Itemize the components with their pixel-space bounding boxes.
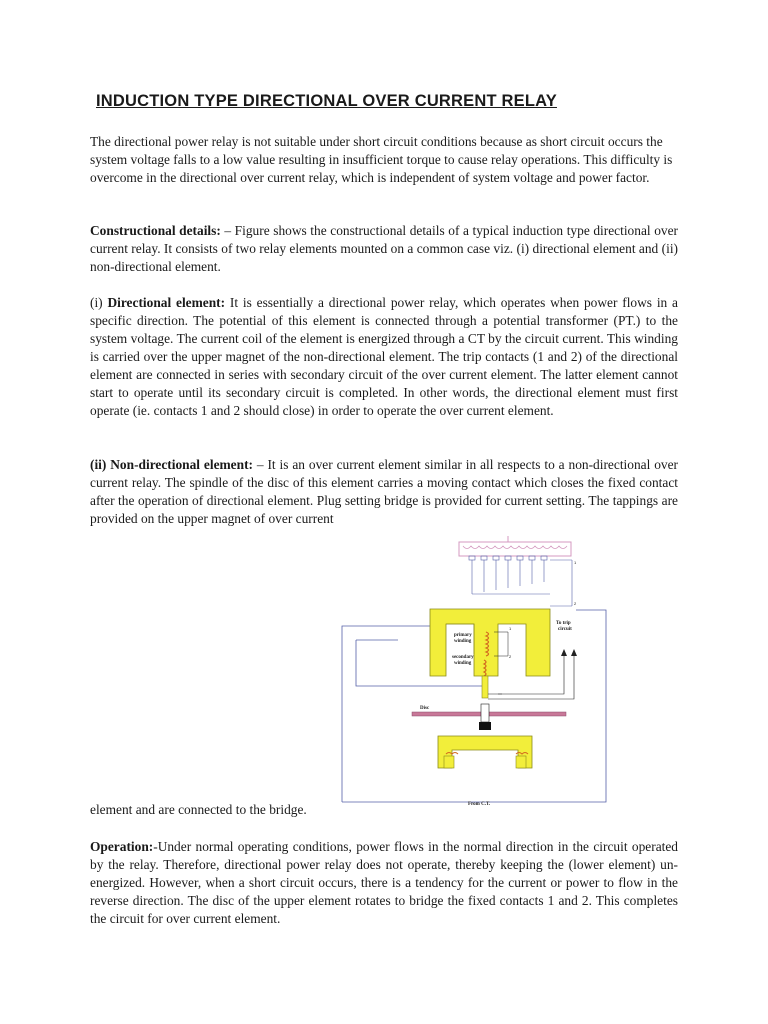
secondary-winding-label: winding [454, 661, 472, 666]
constructional-details-text: – Figure shows the constructional details of a typical induction type directional over current relay. It consists of two relay elements mounted on a common case viz. (i) directional element and (ii) non-directional element. [90, 223, 678, 274]
lower-magnet [438, 736, 532, 768]
trip-arrow-2 [571, 649, 577, 656]
plug-setting-bridge [459, 536, 577, 606]
non-directional-element-paragraph [90, 456, 678, 528]
upper-magnet [430, 609, 550, 676]
directional-element-paragraph [90, 294, 678, 420]
moving-contact [488, 694, 502, 699]
spindle-bearing [481, 704, 489, 722]
coil-tick-2: 2 [509, 654, 512, 659]
constructional-details-paragraph [90, 222, 678, 276]
from-ct-label: From C.T. [468, 802, 491, 807]
operation-heading: Operation: [90, 839, 154, 854]
spindle-upper [482, 676, 488, 698]
bridge-tick-1: 1 [574, 560, 577, 565]
relay-construction-figure [338, 536, 622, 812]
non-directional-element-heading: (ii) Non-directional element: [90, 457, 253, 472]
intro-paragraph: The directional power relay is not suitable under short circuit conditions because as short circuit occurs the system voltage falls to a low value resulting in insufficient torque to cause relay operations. This difficulty is overcome in the directional over current relay, which is independent of system voltage and power factor. [90, 134, 673, 185]
operation-paragraph [90, 838, 678, 928]
directional-element-text: It is essentially a directional power relay, which operates when power flows in a specific direction. The potential of this element is connected through a potential transformer (PT.) to the system voltage. The current coil of the element is energized through a CT by the circuit current. This winding is carried over the upper magnet of the non-directional element. The trip contacts (1 and 2) of the directional element are connected in series with secondary circuit of the over current element. The latter element cannot start to operate until its secondary circuit is completed. In other words, the directional element must first operate (ie. contacts 1 and 2 should close) in order to operate the over current element. [90, 295, 678, 418]
bridge-tick-2: 2 [574, 601, 577, 606]
trip-arrow-1 [561, 649, 567, 656]
trip-circuit-label: circuit [558, 627, 572, 632]
brake-magnet [479, 722, 491, 730]
trip-label: To trip [556, 621, 571, 626]
secondary-label: secondary [452, 655, 474, 660]
primary-label: primary [454, 633, 472, 638]
coil-tick-1: 1 [509, 626, 512, 631]
non-directional-element-text: – It is an over current element similar in all respects to a non-directional over current relay. The spindle of the disc of this element carries a moving contact which closes the fixed contact after the operation of directional element. Plug setting bridge is provided for current setting. The tappings are provided on the upper magnet of over current [90, 457, 678, 526]
relay-diagram [338, 536, 622, 812]
document-title: INDUCTION TYPE DIRECTIONAL OVER CURRENT RELAY [96, 92, 557, 110]
directional-element-prefix: (i) [90, 295, 108, 310]
operation-text: -Under normal operating conditions, power flows in the normal direction in the circuit operated by the relay. Therefore, directional power relay does not operate, thereby keeping the (lower element) un-energized. However, when a short circuit occurs, there is a tendency for the current or power to flow in the reverse direction. The disc of the upper element rotates to bridge the fixed contacts 1 and 2. This completes the circuit for over current element. [90, 839, 678, 926]
bridge-continuation-text: element and are connected to the bridge. [90, 802, 307, 817]
constructional-details-heading: Constructional details: [90, 223, 221, 238]
primary-winding-label: winding [454, 639, 472, 644]
directional-element-heading: Directional element: [107, 295, 226, 310]
disc-label: Disc [420, 706, 430, 711]
